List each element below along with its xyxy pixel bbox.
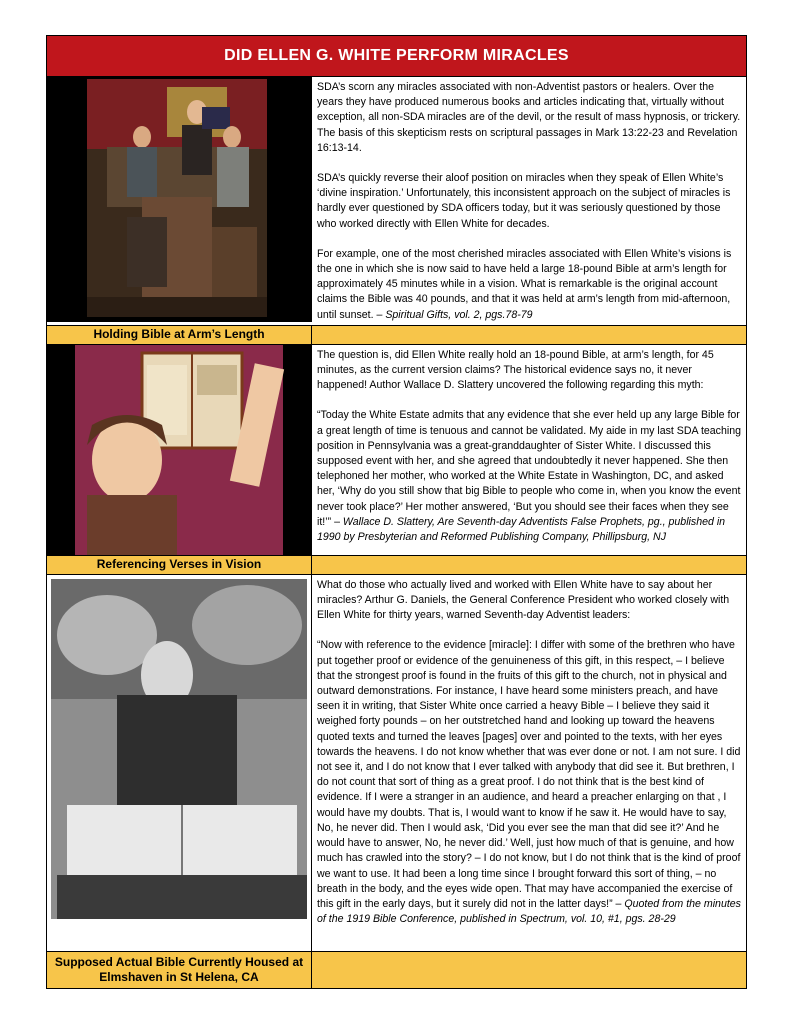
section-row-1 [47,77,746,326]
paragraph: “Now with reference to the evidence [miracle]: I differ with some of the brethren who have put together proof or evidence of the genuineness of this gift, in this respect, – I believe that the strongest proof is found in the fruits of this gift to the church, not in physical and outward demonstrations. For instance, I have heard some ministers preach, and have seen it in writing, that Sister White once carried a heavy Bible – I believe they said it weighed forty pounds – on her outstretched hand and looking up toward the heavens quoted texts and turned the leaves [pages] over and pointed to the texts, with her eyes towards the heavens. I do not know whether that was ever done or not. I am not sure. I did not see it, and I do not know that I ever talked with anybody that did see it. But brethren, I do not count that sort of thing as a great proof. I do not think that is the best kind of evidence. If I were a stranger in an audience, and heard a preacher enlarging on that , I would have my doubts. That is, I would want to know if he saw it. He would have to say, No, he never did. Then I would ask, ‘Did you ever see the man that did see it?’ And he would have to answer, No, he never did.’ Well, just how much of that is genuine, and how much has crawled into the story? – I do not know, but I do not think that is the kind of proof we want to use. It had been a long time since I brought forward this sort of thing, – no breath in the body, and the eyes wide open. That may have accompanied the exercise of this gift in the early days, but it surely did not in the latter days!” – Quoted from the minutes of the 1919 Bible Conference, published in Spectrum, vol. 10, #1, pgs. 28-29 [317,639,741,926]
image-caption: Supposed Actual Bible Currently Housed at Elmshaven in St Helena, CA [47,952,312,988]
caption-row-1 [47,326,746,345]
paragraph: “Today the White Estate admits that any evidence that she ever held up any large Bible for a great length of time is tenuous and cannot be validated. My aide in my last SDA teaching position in Pennsylvania was a great-granddaughter of Sister White. I discussed this supposed event with her, and she agreed that undoubtedly it never happened. She then telephoned her mother, who worked at the White Estate in Washington, DC, and asked her, ‘Why do you still show that big Bible to people who come in, when you know the event never took place?’ Her mother answered, ‘But you should see their faces when they see it!’” – Wallace D. Slattery, Are Seventh-day Adventists False Prophets, pg., published in 1990 by Presbyterian and Reformed Publishing Company, Phillipsburg, NJ [317,409,742,544]
section-text-2 [312,345,746,555]
paragraph: For example, one of the most cherished miracles associated with Ellen White’s visions is the one in which she is now said to have held a large 18-pound Bible at arm’s length for approximately 45 minutes while in a vision. What is remarkable is the original account claims the Bible was 40 pounds, and that it was held at arm’s length from mid-afternoon, until sunset. – Spiritual Gifts, vol. 2, pgs.78-79 [317,247,732,321]
page-title: DID ELLEN G. WHITE PERFORM MIRACLES [47,36,746,77]
section-row-2 [47,345,746,556]
paragraph: The question is, did Ellen White really hold an 18-pound Bible, at arm’s length, for 45 minutes, as the current version claims? The historical evidence says no, it never happened! Author Wallace D. Slattery uncovered the following regarding this myth: [317,348,714,392]
document-table [46,35,747,989]
painting-holding-bible [47,77,312,322]
citation: Spiritual Gifts, vol. 2, pgs.78-79 [385,308,533,321]
section-text-3 [312,575,746,951]
section-text-1 [312,77,746,325]
photo-daniels-bible [47,575,312,951]
paragraph: What do those who actually lived and worked with Ellen White have to say about her miracles? Arthur G. Daniels, the General Conference President who worked closely with Ellen White for thirty years, warned Seventh-day Adventist leaders: [317,578,730,622]
caption-row-3 [47,952,746,988]
section-row-3 [47,575,746,952]
citation: Wallace D. Slattery, Are Seventh-day Adventists False Prophets, pg., published in 1990 by Presbyterian and Reformed Publishing Company, Phillipsburg, NJ [317,515,726,544]
painting-referencing-verses [47,345,312,555]
caption-row-2 [47,556,746,575]
paragraph: SDA’s scorn any miracles associated with non-Adventist pastors or healers. Over the years they have produced numerous books and articles indicating that, virtually without exception, all non-SDA miracles are of the devil, or the result of mass hypnosis, or trickery. The basis of this skepticism rests on scriptural passages in Mark 13:22-23 and Revelation 16:13-14. [317,81,741,154]
paragraph: SDA’s quickly reverse their aloof position on miracles when they speak of Ellen White’s ‘divine inspiration.’ Unfortunately, this inconsistent approach on the subject of miracles is hardly ever questioned by SDA officers today, but it was seriously questioned by those who worked directly with Ellen White for decades. [317,172,731,230]
citation: Quoted from the minutes of the 1919 Bible Conference, published in Spectrum, vol. 10, #1, pgs. 28-29 [317,897,741,926]
image-caption: Referencing Verses in Vision [47,556,312,574]
image-caption: Holding Bible at Arm’s Length [47,326,312,344]
